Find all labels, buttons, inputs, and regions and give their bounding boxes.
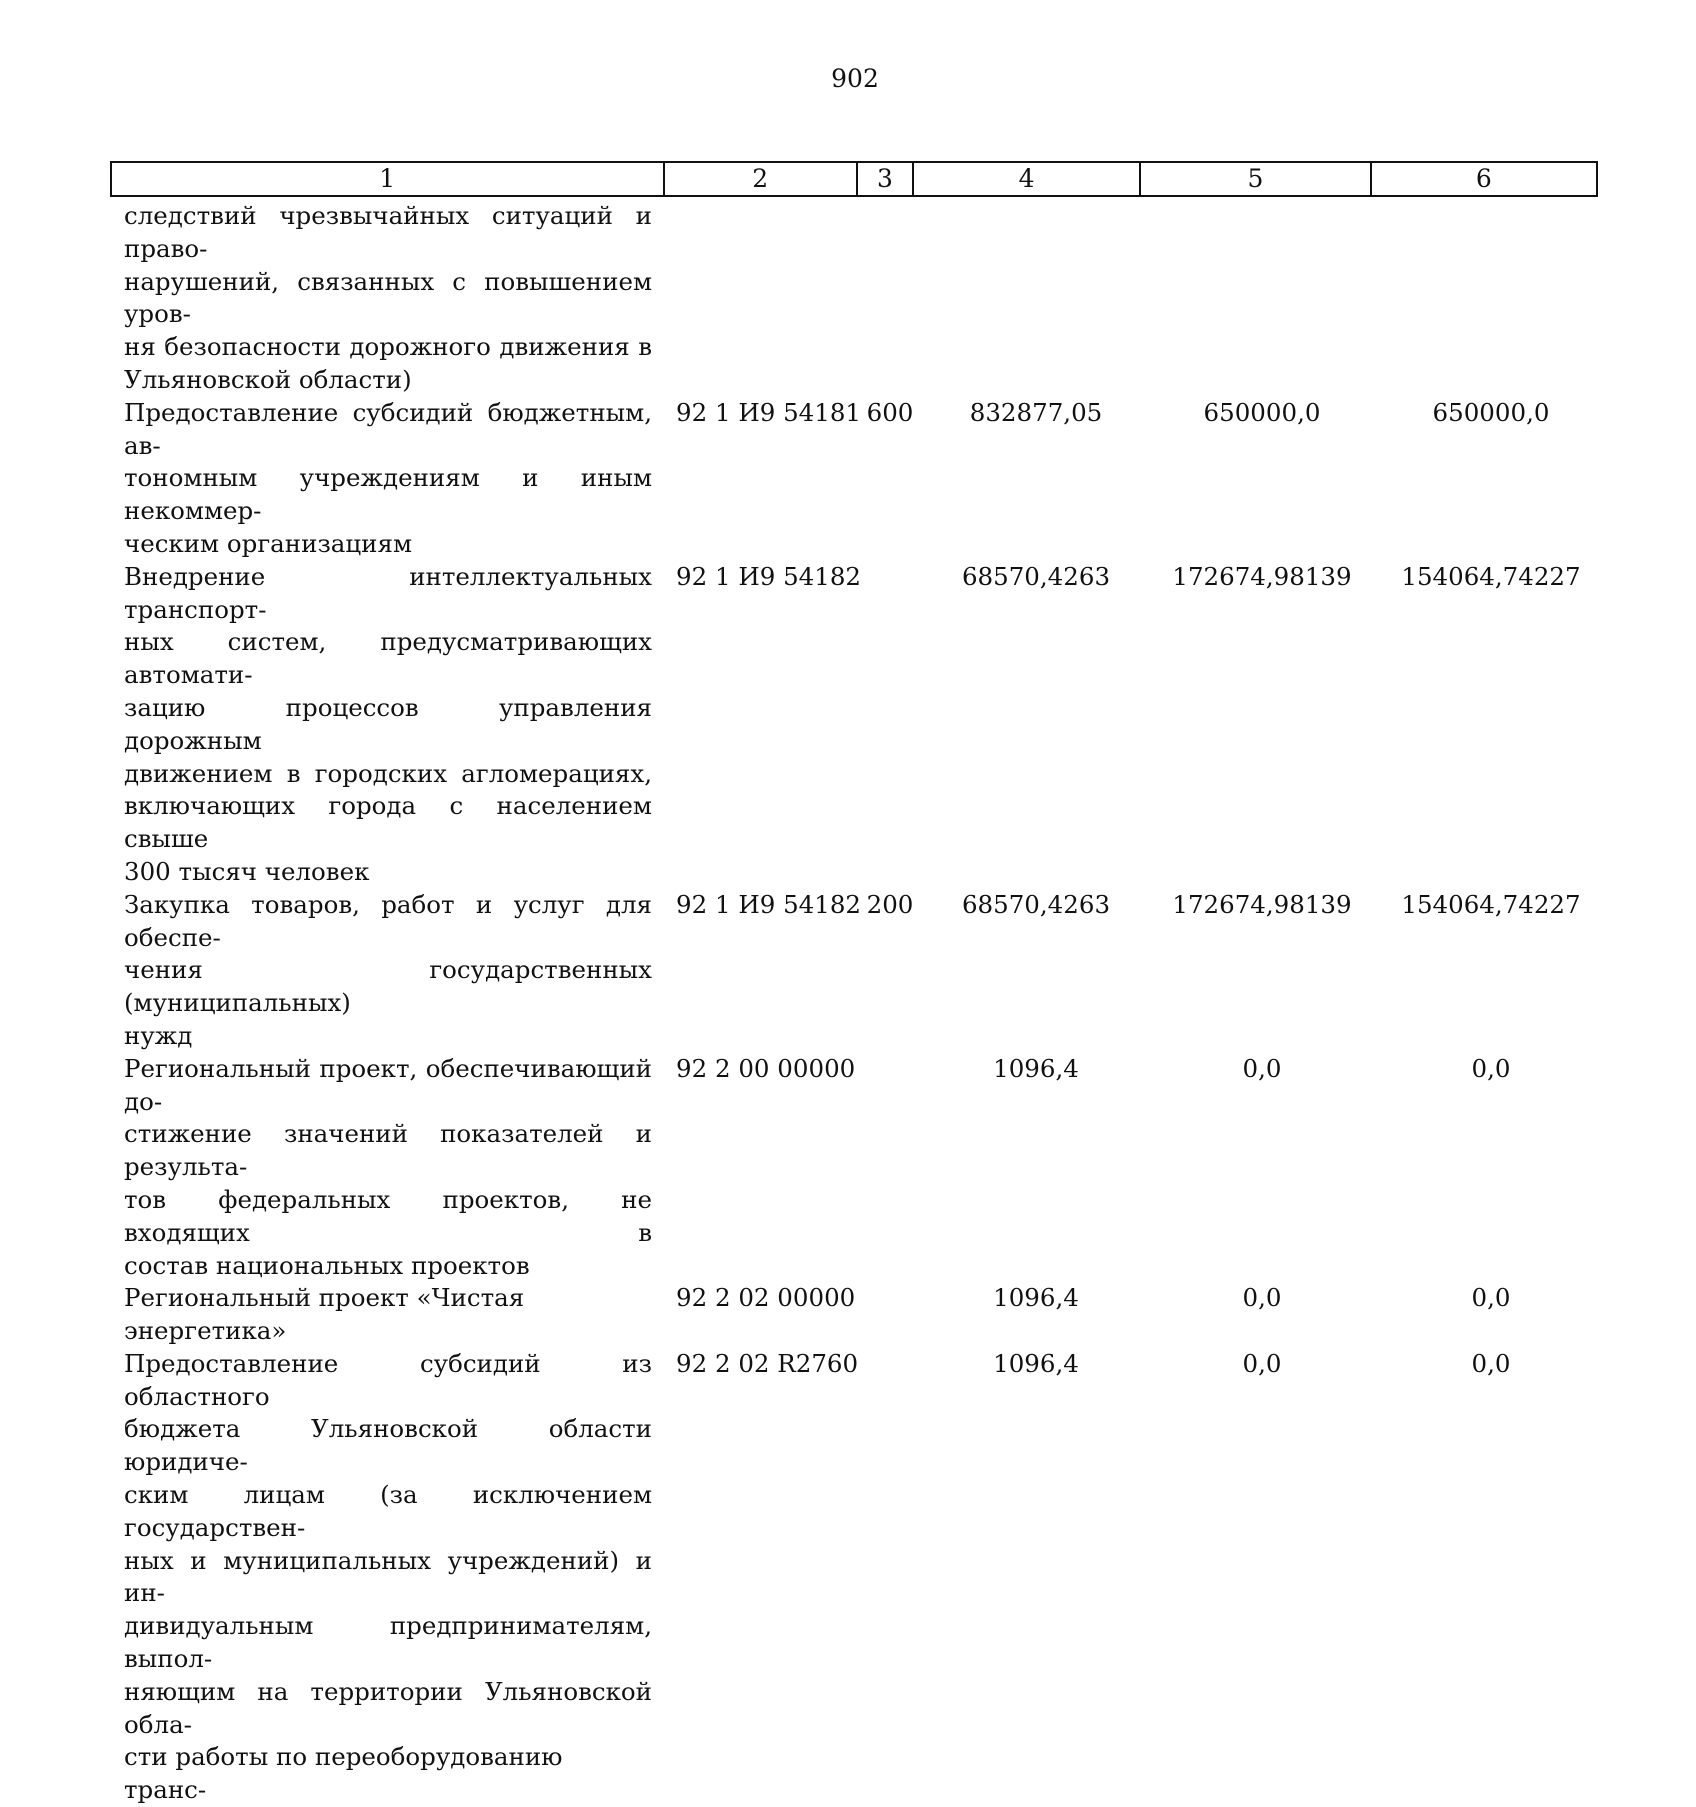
row-name-line: Ульяновской области) [124,364,412,394]
row-name-line: Региональный проект «Чистая энергетика» [124,1283,525,1346]
table-row [124,561,1598,889]
header-col-3: 3 [858,163,914,195]
row-name-line: следствий чрезвычайных ситуаций и право- [124,201,652,263]
row-value-col6: 0,0 [1471,1283,1511,1313]
row-name-line: нарушений, связанных с повышением уров- [124,266,652,329]
row-name [124,1282,652,1348]
row-name-line: дивидуальным предпринимателям, выпол- [124,1611,652,1674]
row-name-line: ня безопасности дорожного движения в [124,332,652,362]
row-name-line: Внедрение интеллектуальных транспорт- [124,561,652,624]
table-row [124,889,1598,1053]
row-value-col4: 68570,4263 [961,561,1111,591]
row-value-col6: 154064,74227 [1401,889,1581,919]
table-header [110,161,1598,197]
row-name-line: чения государственных (муниципальных) [124,955,652,1018]
row-value-col5: 0,0 [1242,1283,1282,1313]
row-name [124,397,652,561]
row-code: 92 1 И9 54181 [676,397,862,427]
header-col-6: 6 [1475,164,1492,193]
row-value-col6: 154064,74227 [1401,561,1581,591]
row-name-line: движением в городских агломерациях, [124,758,652,788]
row-value-col5: 0,0 [1242,1348,1282,1378]
row-name-line: Региональный проект, обеспечивающий до- [124,1053,652,1116]
row-value-col4: 832877,05 [969,397,1103,427]
row-name-line: Предоставление субсидий бюджетным, ав- [124,397,652,460]
row-value-col4: 1096,4 [993,1283,1079,1313]
page-number: 902 [831,64,879,93]
table-row [124,397,1598,561]
row-value-col6: 0,0 [1471,1348,1511,1378]
table-row [124,1053,1598,1283]
row-name-line: тов федеральных проектов, не входящих в [124,1184,652,1247]
row-expense-type: 200 [866,889,914,919]
row-name-line: Закупка товаров, работ и услуг для обеспе- [124,889,652,952]
row-name-line: тономным учреждениям и иным некоммер- [124,463,652,526]
row-name-line: ных и муниципальных учреждений) и ин- [124,1545,652,1608]
row-value-col4: 68570,4263 [961,889,1111,919]
row-name-line: няющим на территории Ульяновской обла- [124,1676,652,1739]
table-row [124,200,1598,397]
row-value-col5: 172674,98139 [1172,889,1352,919]
row-value-col4: 1096,4 [993,1053,1079,1083]
row-name-line: зацию процессов управления дорожным [124,692,652,755]
row-name-line: состав национальных проектов [124,1250,530,1280]
row-value-col6: 0,0 [1471,1053,1511,1083]
row-name-line: ческим организациям [124,528,413,558]
row-code: 92 2 02 R2760 [676,1348,859,1378]
row-name [124,561,652,889]
row-name-line: сти работы по переоборудованию транс- [124,1742,563,1805]
header-col-1: 1 [112,163,665,195]
row-name-line: 300 тысяч человек [124,856,370,886]
row-name-line: бюджета Ульяновской области юридиче- [124,1414,652,1477]
row-name-line: ским лицам (за исключением государствен- [124,1480,652,1542]
row-name-line: ных систем, предусматривающих автомати- [124,627,652,690]
row-name-line: стижение значений показателей и результа- [124,1119,652,1182]
row-value-col5: 172674,98139 [1172,561,1352,591]
row-name [124,1053,652,1283]
row-name [124,1348,652,1807]
row-value-col6: 650000,0 [1432,397,1550,427]
row-name-line: нужд [124,1020,193,1050]
row-value-col5: 0,0 [1242,1053,1282,1083]
row-value-col4: 1096,4 [993,1348,1079,1378]
header-col-2: 2 [665,163,858,195]
row-name [124,200,652,397]
row-name-line: Предоставление субсидий из областного [124,1348,652,1411]
header-col-5: 5 [1141,163,1371,195]
table-body [124,200,1598,1807]
row-expense-type: 600 [866,397,914,427]
table-row [124,1282,1598,1348]
row-name [124,889,652,1053]
row-code: 92 2 02 00000 [676,1283,856,1313]
row-name-line: включающих города с населением свыше [124,791,652,854]
row-code: 92 1 И9 54182 [676,889,862,919]
header-col-4: 4 [914,163,1141,195]
table-row [124,1348,1598,1807]
row-value-col5: 650000,0 [1203,397,1321,427]
row-code: 92 1 И9 54182 [676,561,862,591]
row-code: 92 2 00 00000 [676,1053,856,1083]
